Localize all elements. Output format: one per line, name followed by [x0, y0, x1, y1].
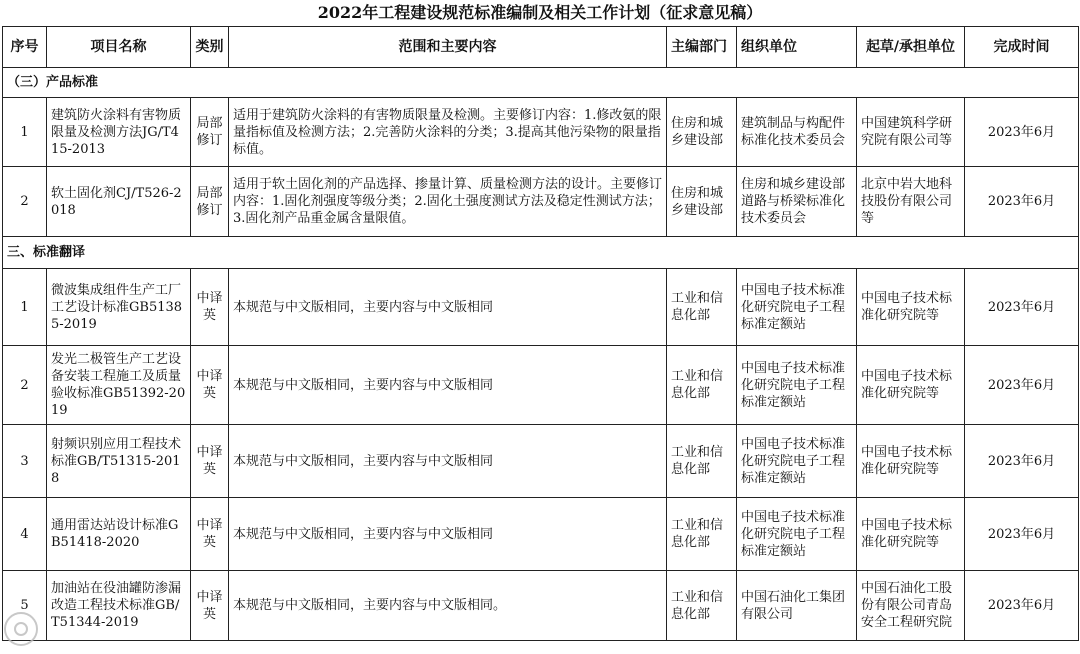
cell-name: 发光二极管生产工艺设备安装工程施工及质量验收标准GB51392-2019 — [47, 346, 191, 425]
table-row — [3, 346, 1079, 425]
cell-dept: 住房和城乡建设部 — [667, 98, 737, 167]
table-row — [3, 269, 1079, 346]
cell-time: 2023年6月 — [965, 98, 1079, 167]
cell-no: 2 — [3, 167, 47, 237]
header-time: 完成时间 — [965, 27, 1079, 68]
cell-content: 适用于软土固化剂的产品选择、掺量计算、质量检测方法的设计。主要修订内容：1.固化剂强度等级分类；2.固化土强度测试方法及稳定性测试方法；3.固化剂产品重金属含量限值。 — [229, 167, 667, 237]
header-drafter: 起草/承担单位 — [857, 27, 965, 68]
page-title: 2022年工程建设规范标准编制及相关工作计划（征求意见稿） — [317, 3, 763, 22]
table-row — [3, 167, 1079, 237]
cell-content: 本规范与中文版相同，主要内容与中文版相同 — [229, 346, 667, 425]
cell-content: 本规范与中文版相同，主要内容与中文版相同 — [229, 498, 667, 571]
cell-name: 微波集成组件生产工厂工艺设计标准GB51385-2019 — [47, 269, 191, 346]
cell-name: 加油站在役油罐防渗漏改造工程技术标准GB/T51344-2019 — [47, 571, 191, 641]
cell-org: 住房和城乡建设部道路与桥梁标准化技术委员会 — [737, 167, 857, 237]
cell-content: 本规范与中文版相同，主要内容与中文版相同 — [229, 269, 667, 346]
cell-drafter: 中国电子技术标准化研究院等 — [857, 498, 965, 571]
cell-type: 中译英 — [191, 425, 229, 498]
cell-org: 中国电子技术标准化研究院电子工程标准定额站 — [737, 346, 857, 425]
watermark-logo-icon — [4, 612, 38, 646]
header-dept: 主编部门 — [667, 27, 737, 68]
cell-no: 4 — [3, 498, 47, 571]
cell-time: 2023年6月 — [965, 571, 1079, 641]
cell-drafter: 中国电子技术标准化研究院等 — [857, 425, 965, 498]
cell-dept: 工业和信息化部 — [667, 571, 737, 641]
cell-time: 2023年6月 — [965, 346, 1079, 425]
cell-org: 中国电子技术标准化研究院电子工程标准定额站 — [737, 498, 857, 571]
section-row — [3, 68, 1079, 98]
cell-no: 1 — [3, 98, 47, 167]
cell-type: 中译英 — [191, 346, 229, 425]
table-row — [3, 98, 1079, 167]
cell-drafter: 中国电子技术标准化研究院等 — [857, 346, 965, 425]
cell-dept: 工业和信息化部 — [667, 346, 737, 425]
cell-name: 射频识别应用工程技术标准GB/T51315-2018 — [47, 425, 191, 498]
cell-name: 通用雷达站设计标准GB51418-2020 — [47, 498, 191, 571]
cell-time: 2023年6月 — [965, 167, 1079, 237]
cell-no: 5 — [3, 571, 47, 641]
cell-drafter: 中国建筑科学研究院有限公司等 — [857, 98, 965, 167]
cell-time: 2023年6月 — [965, 269, 1079, 346]
cell-no: 1 — [3, 269, 47, 346]
header-row — [3, 27, 1079, 68]
cell-no: 3 — [3, 425, 47, 498]
cell-type: 中译英 — [191, 571, 229, 641]
cell-type: 局部修订 — [191, 167, 229, 237]
cell-dept: 工业和信息化部 — [667, 425, 737, 498]
cell-drafter: 中国电子技术标准化研究院等 — [857, 269, 965, 346]
cell-drafter: 北京中岩大地科技股份有限公司等 — [857, 167, 965, 237]
section-row — [3, 237, 1079, 269]
header-no: 序号 — [3, 27, 47, 68]
cell-type: 中译英 — [191, 498, 229, 571]
work-plan-table — [2, 26, 1079, 641]
cell-dept: 工业和信息化部 — [667, 498, 737, 571]
cell-name: 建筑防火涂料有害物质限量及检测方法JG/T415-2013 — [47, 98, 191, 167]
cell-content: 适用于建筑防火涂料的有害物质限量及检测。主要修订内容：1.修改氨的限量指标值及检测方法；2.完善防火涂料的分类；3.提高其他污染物的限量指标值。 — [229, 98, 667, 167]
cell-content: 本规范与中文版相同，主要内容与中文版相同 — [229, 425, 667, 498]
cell-type: 中译英 — [191, 269, 229, 346]
cell-dept: 工业和信息化部 — [667, 269, 737, 346]
cell-org: 中国电子技术标准化研究院电子工程标准定额站 — [737, 269, 857, 346]
section-label: （三）产品标准 — [3, 68, 1079, 98]
header-type: 类别 — [191, 27, 229, 68]
cell-type: 局部修订 — [191, 98, 229, 167]
cell-name: 软土固化剂CJ/T526-2018 — [47, 167, 191, 237]
header-org: 组织单位 — [737, 27, 857, 68]
table-row — [3, 571, 1079, 641]
table-row — [3, 425, 1079, 498]
cell-no: 2 — [3, 346, 47, 425]
cell-time: 2023年6月 — [965, 425, 1079, 498]
header-name: 项目名称 — [47, 27, 191, 68]
table-row — [3, 498, 1079, 571]
cell-org: 中国电子技术标准化研究院电子工程标准定额站 — [737, 425, 857, 498]
cell-drafter: 中国石油化工股份有限公司青岛安全工程研究院 — [857, 571, 965, 641]
cell-dept: 住房和城乡建设部 — [667, 167, 737, 237]
cell-org: 中国石油化工集团有限公司 — [737, 571, 857, 641]
section-label: 三、标准翻译 — [3, 237, 1079, 269]
cell-time: 2023年6月 — [965, 498, 1079, 571]
header-content: 范围和主要内容 — [229, 27, 667, 68]
cell-content: 本规范与中文版相同，主要内容与中文版相同。 — [229, 571, 667, 641]
cell-org: 建筑制品与构配件标准化技术委员会 — [737, 98, 857, 167]
